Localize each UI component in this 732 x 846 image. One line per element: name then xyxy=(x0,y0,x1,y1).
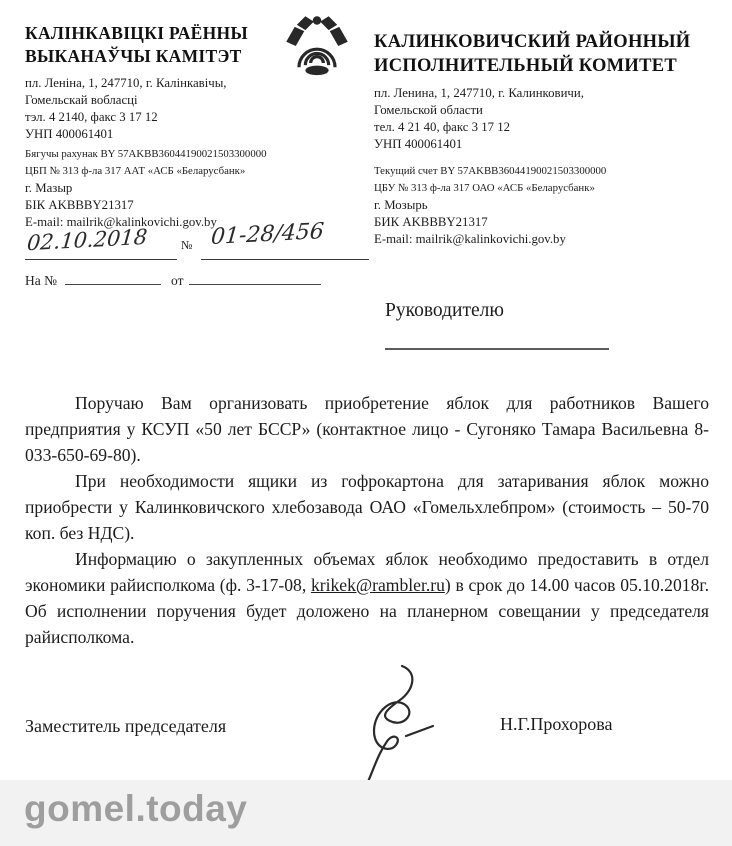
date-underline xyxy=(25,258,177,260)
signer-position: Заместитель председателя xyxy=(25,716,227,736)
bik-line: БІК AKBBBY21317 xyxy=(25,197,134,212)
org-title-by-line1: КАЛІНКАВІЦКІ РАЁННЫ xyxy=(25,23,248,43)
number-sign: № xyxy=(181,238,193,252)
paragraph-2 xyxy=(25,468,709,546)
unp-line: УНП 400061401 xyxy=(25,126,114,141)
email-line: E-mail: mailrik@kalinkovichi.gov.by xyxy=(374,232,566,247)
watermark-text: gomel.today xyxy=(24,788,248,829)
org-title-ru-line1: КАЛИНКОВИЧСКИЙ РАЙОННЫЙ xyxy=(374,32,691,52)
address-line: Гомельскай вобласці xyxy=(25,92,138,107)
letterhead-left xyxy=(25,22,291,231)
letter-body xyxy=(25,390,709,650)
bank-line: ЦБП № 313 ф-ла 317 ААТ «АСБ «Беларусбанк» xyxy=(25,164,246,177)
paragraph-1 xyxy=(25,390,709,468)
org-title-by-line2: ВЫКАНАЎЧЫ КАМІТЭТ xyxy=(25,45,242,66)
org-title-ru-line2: ИСПОЛНИТЕЛЬНЫЙ КОМИТЕТ xyxy=(374,56,678,77)
number-underline xyxy=(201,258,369,260)
paragraph-3-text-before: Информацию о закупленных объемах яблок необходимо предоставить в отдел экономики райисполкома (ф. 3-17-08, xyxy=(25,549,709,595)
address-line: пл. Ленина, 1, 247710, г. Калинковичи, xyxy=(374,86,584,101)
recipient-label: Руководителю xyxy=(385,300,504,321)
reply-to-line xyxy=(25,272,370,289)
org-address-by xyxy=(25,75,291,231)
phone-line: тэл. 4 2140, факс 3 17 12 xyxy=(25,109,158,124)
unp-line: УНП 400061401 xyxy=(374,137,463,152)
paragraph-1-text: Поручаю Вам организовать приобретение яблок для работников Вашего предприятия у КСУП «50 лет БССР» (контактное лицо - Сугоняко Тамара Васильевна 8-033-650-69-80). xyxy=(25,393,709,465)
recipient-underline xyxy=(385,348,609,350)
account-line: Текущий счет BY 57AKBB36044190021503300000 xyxy=(374,165,607,178)
coat-of-arms-emblem xyxy=(282,12,352,80)
recipient-block xyxy=(385,300,609,350)
paragraph-3 xyxy=(25,546,709,650)
city-line: г. Мазыр xyxy=(25,180,73,195)
phone-line: тел. 4 21 40, факс 3 17 12 xyxy=(374,120,510,135)
na-no-label: На № xyxy=(25,273,57,288)
paragraph-3-text-after: ) в срок до 14.00 часов 05.10.2018г. Об исполнении поручения будет доложено на планерном совещании у председателя райисполкома. xyxy=(25,575,709,647)
account-line: Бягучы рахунак BY 57AKBB36044190021503300000 xyxy=(25,147,267,160)
email-address: krikek@rambler.ru xyxy=(310,575,445,595)
address-line: пл. Леніна, 1, 247710, г. Калінкавічы, xyxy=(25,75,227,90)
address-line: Гомельской области xyxy=(374,103,483,118)
paragraph-2-text: При необходимости ящики из гофрокартона для затаривания яблок можно приобрести у Калинковичского хлебозавода ОАО «Гомельхлебпром» (стоимость – 50-70 коп. без НДС). xyxy=(25,471,709,543)
org-address-ru xyxy=(374,85,719,248)
handwritten-doc-number: 01-28/456 xyxy=(209,218,325,251)
handwritten-date: 02.10.2018 xyxy=(26,224,149,256)
bik-line: БИК AKBBBY21317 xyxy=(374,215,488,230)
na-no-blank xyxy=(65,272,161,285)
city-line: г. Мозырь xyxy=(374,198,428,213)
signer-name: Н.Г.Прохорова xyxy=(500,714,613,734)
ot-blank xyxy=(189,272,321,285)
ot-label: от xyxy=(171,273,184,288)
letterhead-right xyxy=(374,30,719,248)
bank-line: ЦБУ № 313 ф-ла 317 ОАО «АСБ «Беларусбанк» xyxy=(374,182,595,195)
email-line: E-mail: mailrik@kalinkovichi.gov.by xyxy=(25,214,217,229)
